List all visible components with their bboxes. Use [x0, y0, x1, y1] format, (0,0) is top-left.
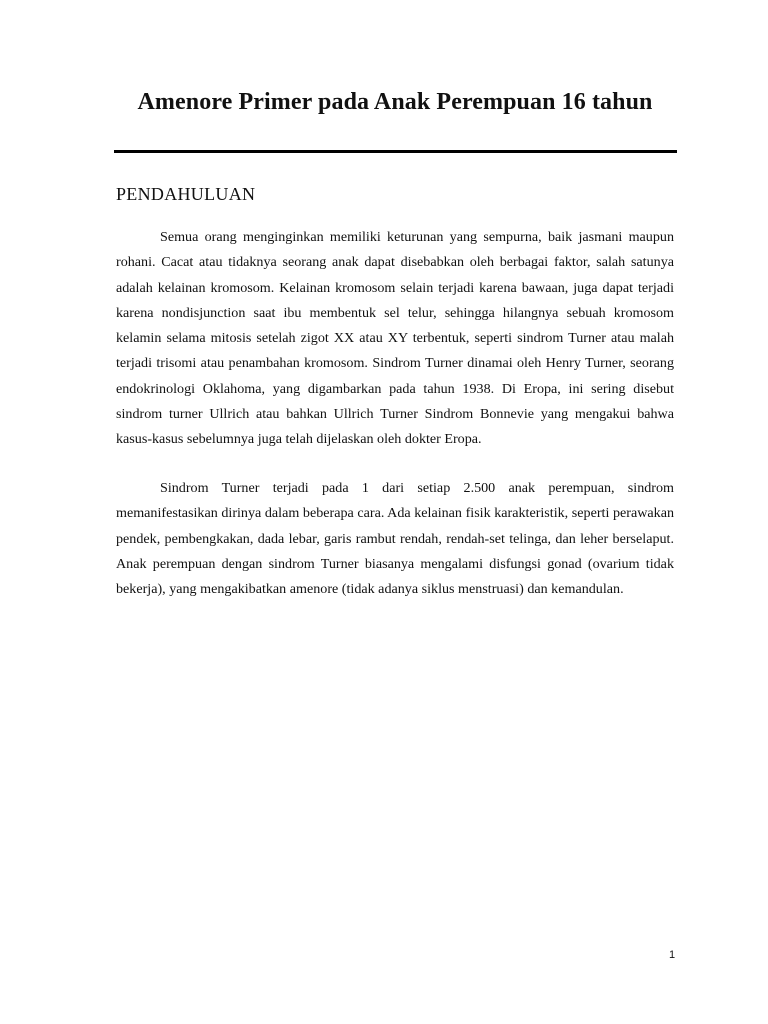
document-title: Amenore Primer pada Anak Perempuan 16 tahun [137, 89, 653, 115]
page-number: 1 [668, 949, 676, 961]
body-paragraph-2: Sindrom Turner terjadi pada 1 dari setiap 2.500 anak perempuan, sindrom memanifestasikan dirinya dalam beberapa cara. Ada kelainan fisik karakteristik, seperti perawakan pendek, pembengkakan, dada lebar, garis rambut rendah, rendah-set telinga, dan leher berselaput. Anak perempuan dengan sindrom Turner biasanya mengalami disfungsi gonad (ovarium tidak bekerja), yang mengakibatkan amenore (tidak adanya siklus menstruasi) dan kemandulan. [116, 480, 674, 598]
section-heading: PENDAHULUAN [116, 184, 256, 204]
body-paragraph-1: Semua orang menginginkan memiliki keturunan yang sempurna, baik jasmani maupun rohani. Cacat atau tidaknya seorang anak dapat disebabkan oleh berbagai faktor, salah satunya adalah kelainan kromosom. Kelainan kromosom selain terjadi karena bawaan, juga dapat terjadi karena nondisjunction saat ibu membentuk sel telur, sehingga hilangnya sebuah kromosom kelamin selama mitosis setelah zigot XX atau XY terbentuk, seperti sindrom Turner atau malah terjadi trisomi atau penambahan kromosom. Sindrom Turner dinamai oleh Henry Turner, seorang endokrinologi Oklahoma, yang digambarkan pada tahun 1938. Di Eropa, ini sering disebut sindrom turner Ullrich atau bahkan Ullrich Turner Sindrom Bonnevie yang mengakui bahwa kasus-kasus sebelumnya juga telah dijelaskan oleh dokter Eropa. [116, 229, 674, 448]
title-underline-divider [114, 150, 677, 153]
